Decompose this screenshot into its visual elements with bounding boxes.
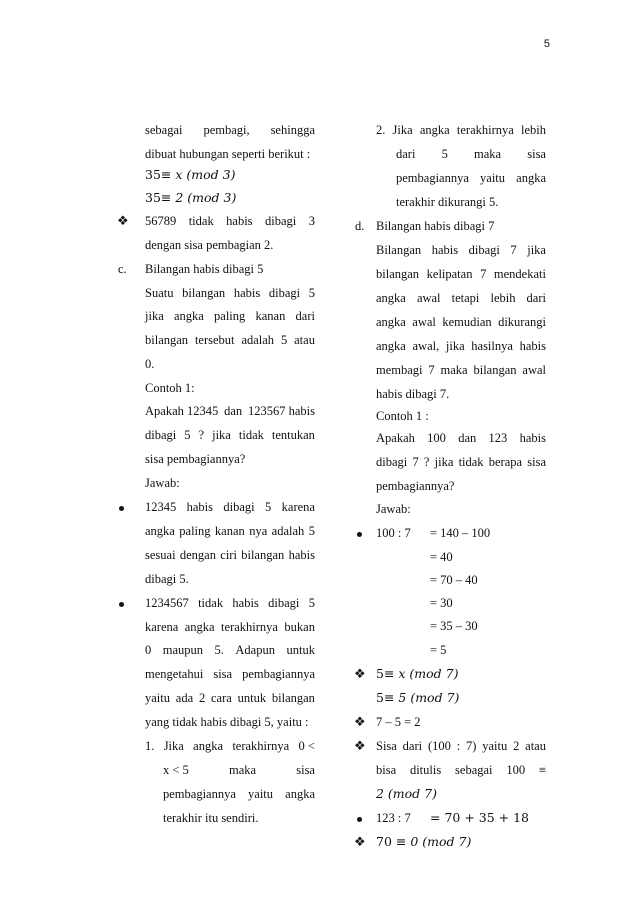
word: cara: [211, 691, 232, 705]
list-label: d.: [355, 219, 365, 233]
word: 56789: [145, 214, 177, 228]
text-line: sisa pembagiannya?: [145, 452, 246, 466]
text-line: [145, 595, 315, 611]
round-bullet-icon: [357, 525, 362, 541]
text-line: [145, 122, 315, 138]
text-line: [145, 427, 315, 443]
word: jika: [145, 309, 164, 323]
word: untuk: [237, 691, 267, 705]
word: awal: [412, 315, 436, 329]
word: dari: [402, 739, 423, 753]
word: terakhirnya: [232, 739, 290, 753]
word: sisa: [527, 455, 546, 469]
page-number: 5: [543, 38, 550, 50]
text-line: [376, 762, 546, 778]
word: berapa: [488, 455, 523, 469]
word: bilangan: [271, 691, 315, 705]
word: dibagi: [223, 500, 255, 514]
word: bilangan: [182, 286, 226, 300]
word: ciri: [220, 548, 237, 562]
word: tetapi: [451, 291, 480, 305]
round-bullet-icon: [119, 499, 124, 515]
word: 1234567: [145, 596, 189, 610]
word: tidak: [238, 428, 264, 442]
word: habis: [431, 243, 459, 257]
word: jika: [434, 455, 454, 469]
word: ?: [198, 428, 205, 442]
word: lebih: [520, 123, 546, 137]
word: (100: [427, 739, 451, 753]
sum-line: = 70 + 35 + 18: [430, 810, 530, 825]
round-bullet-dot: [357, 532, 362, 537]
math-expression: x (mod 7): [398, 666, 459, 681]
word: Jika: [163, 739, 184, 753]
math-expression: x (mod 3): [175, 167, 236, 182]
text-line: [145, 332, 315, 348]
word: pembagi,: [203, 123, 250, 137]
word: 7: [480, 267, 487, 281]
word: jika: [445, 339, 465, 353]
word: habis: [226, 214, 253, 228]
word: 7: [510, 243, 517, 257]
diamond-bullet-icon: ❖: [354, 714, 366, 729]
word: untuk: [286, 643, 315, 657]
word: lebih: [490, 291, 516, 305]
word: bukan: [284, 620, 315, 634]
round-bullet-dot: [119, 602, 124, 607]
text-line: terakhir dikurangi 5.: [396, 195, 499, 209]
word: kemudian: [442, 315, 492, 329]
word: angka: [419, 123, 450, 137]
text-line: [163, 762, 315, 778]
text-line: [376, 338, 546, 354]
text-line: = 30: [430, 596, 453, 610]
word: dari: [526, 291, 546, 305]
word: maka: [474, 147, 502, 161]
list-label: c.: [118, 262, 127, 276]
word: ≡: [538, 763, 546, 777]
text-line: [376, 430, 546, 446]
text-line: [145, 499, 315, 515]
word: terakhirnya: [456, 123, 514, 137]
word: 3: [308, 214, 315, 228]
text-line: Contoh 1:: [145, 381, 195, 395]
word: angka: [193, 739, 223, 753]
text-line: [376, 290, 546, 306]
word: 5: [184, 428, 191, 442]
word: awal: [522, 363, 546, 377]
word: awal,: [412, 339, 440, 353]
congruence-line: [145, 190, 236, 206]
text-line: [376, 454, 546, 470]
word: pembagiannya: [242, 667, 315, 681]
word: dibagi: [265, 214, 297, 228]
word: angka: [516, 171, 546, 185]
word: tersebut: [194, 333, 235, 347]
diamond-bullet-icon: ❖: [354, 834, 366, 849]
text-line: = 140 – 100: [430, 526, 491, 540]
word: Jika: [392, 123, 413, 137]
word: dibagi: [268, 596, 300, 610]
text-line: 123 : 7: [376, 811, 411, 825]
word: bilangan: [473, 363, 517, 377]
word: maka: [440, 363, 468, 377]
word: atau: [294, 333, 315, 347]
text-line: [145, 285, 315, 301]
word: sisa: [527, 147, 546, 161]
word: tidak: [198, 596, 224, 610]
word: bilangan: [145, 333, 189, 347]
word: karena: [281, 500, 315, 514]
word: 5: [308, 286, 315, 300]
word: 100: [506, 763, 526, 777]
text-line: = 5: [430, 643, 447, 657]
word: mengetahui: [145, 667, 204, 681]
congruence-line: 2 (mod 7): [376, 786, 437, 801]
word: terakhirnya: [221, 620, 278, 634]
text-line: habis dibagi 7.: [376, 387, 450, 401]
text-line: [376, 738, 546, 754]
word: :: [456, 739, 461, 753]
word: 2.: [376, 123, 386, 137]
math-prefix: 5≡: [376, 690, 399, 705]
text-line: terakhir itu sendiri.: [163, 811, 259, 825]
round-bullet-dot: [357, 817, 362, 822]
word: angka: [184, 620, 215, 634]
word: paling: [214, 309, 246, 323]
word: yaitu: [248, 787, 274, 801]
word: 7): [466, 739, 477, 753]
text-line: = 70 – 40: [430, 573, 478, 587]
word: 7: [428, 363, 435, 377]
word: bilangan: [241, 548, 285, 562]
text-line: = 35 – 30: [430, 619, 478, 633]
word: kelipatan: [426, 267, 473, 281]
word: habis: [232, 596, 259, 610]
text-line: [145, 308, 315, 324]
word: 5: [280, 333, 288, 347]
math-expression: 0 (mod 7): [410, 834, 472, 849]
text-line: Jawab:: [145, 476, 180, 490]
text-line: [145, 547, 315, 563]
text-line: dibagi 5.: [145, 572, 189, 586]
word: 2: [513, 739, 520, 753]
text-line: Jawab:: [376, 502, 411, 516]
word: yaitu: [145, 691, 170, 705]
word: ditulis: [409, 763, 442, 777]
text-line: 7 – 5 = 2: [376, 715, 421, 729]
word: tentukan: [271, 428, 315, 442]
word: sehingga: [270, 123, 315, 137]
text-line: [145, 213, 315, 229]
word: dan: [458, 431, 477, 445]
text-line: [145, 523, 315, 539]
word: x < 5: [163, 763, 189, 777]
text-line: [145, 690, 315, 706]
word: 5: [308, 524, 315, 538]
text-line: [396, 170, 546, 186]
word: paling: [179, 524, 211, 538]
text-line: [145, 403, 315, 419]
word: angka: [376, 291, 406, 305]
word: dibagi: [468, 243, 500, 257]
word: Sisa: [376, 739, 397, 753]
word: 5.: [214, 643, 224, 657]
word: 7: [412, 455, 419, 469]
word: Suatu: [145, 286, 174, 300]
word: dibagi: [268, 286, 301, 300]
word: Bilangan: [376, 243, 422, 257]
word: angka: [145, 524, 175, 538]
word: 12345: [145, 500, 177, 514]
text-line: dibuat hubungan seperti berikut :: [145, 147, 311, 161]
word: tidak: [188, 214, 214, 228]
diamond-bullet-icon: ❖: [354, 666, 366, 681]
diamond-bullet-icon: ❖: [117, 213, 129, 228]
text-line: [145, 738, 315, 754]
word: sisa: [213, 667, 233, 681]
word: habis: [233, 286, 261, 300]
word: 0 <: [298, 739, 315, 753]
word: sebagai: [145, 123, 183, 137]
round-bullet-icon: [357, 810, 362, 826]
round-bullet-dot: [119, 506, 124, 511]
text-line: [145, 642, 315, 658]
math-prefix: 70 ≡: [376, 834, 411, 849]
word: mendekati: [493, 267, 546, 281]
word: ada: [175, 691, 194, 705]
text-line: [376, 266, 546, 282]
text-line: [163, 786, 315, 802]
text-line: = 40: [430, 550, 453, 564]
word: sebagai: [455, 763, 493, 777]
math-prefix: 35≡: [145, 167, 176, 182]
math-expression: 5 (mod 7): [398, 690, 460, 705]
word: maupun: [162, 643, 204, 657]
text-line: [376, 242, 546, 258]
word: 5: [308, 596, 315, 610]
word: dan: [224, 404, 243, 418]
congruence-line: [376, 666, 459, 682]
congruence-line: [376, 690, 459, 706]
word: atau: [525, 739, 546, 753]
word: nya: [249, 524, 268, 538]
word: habis: [519, 339, 546, 353]
text-line: [145, 666, 315, 682]
word: 5: [441, 147, 448, 161]
round-bullet-icon: [119, 595, 124, 611]
word: membagi: [376, 363, 423, 377]
math-prefix: 35≡: [145, 190, 176, 205]
text-line: 0.: [145, 357, 155, 371]
word: hasilnya: [471, 339, 513, 353]
text-line: Contoh 1 :: [376, 409, 429, 423]
word: kanan: [214, 524, 245, 538]
math-prefix: 5≡: [376, 666, 399, 681]
word: dibagi: [145, 428, 177, 442]
word: habis: [186, 500, 214, 514]
word: Apakah 12345: [145, 404, 219, 418]
text-line: 100 : 7: [376, 526, 411, 540]
word: 5: [265, 500, 272, 514]
word: angka: [173, 309, 204, 323]
congruence-line: [145, 167, 235, 183]
text-line: dengan sisa pembagian 2.: [145, 238, 274, 252]
word: jika: [212, 428, 231, 442]
math-expression: 2 (mod 3): [175, 190, 237, 205]
text-line: Bilangan habis dibagi 7: [376, 219, 495, 233]
word: 2: [198, 691, 206, 705]
word: karena: [145, 620, 179, 634]
word: dari: [396, 147, 416, 161]
word: sesuai: [145, 548, 176, 562]
word: pembagiannya: [163, 787, 236, 801]
word: 100: [427, 431, 446, 445]
congruence-line: [376, 834, 471, 850]
word: 0: [145, 643, 152, 657]
text-line: [376, 362, 546, 378]
word: bisa: [376, 763, 397, 777]
word: yaitu: [482, 739, 508, 753]
word: 123: [488, 431, 508, 445]
word: dikurangi: [498, 315, 546, 329]
word: Apakah: [376, 431, 415, 445]
word: awal: [416, 291, 441, 305]
word: dari: [295, 309, 315, 323]
word: sisa: [296, 763, 315, 777]
word: jika: [527, 243, 546, 257]
word: maka: [228, 763, 257, 777]
word: kanan: [255, 309, 286, 323]
word: angka: [376, 315, 406, 329]
word: angka: [285, 787, 315, 801]
diamond-bullet-icon: ❖: [354, 738, 366, 753]
text-line: pembagiannya?: [376, 479, 455, 493]
word: dibagi: [376, 455, 408, 469]
text-line: [376, 314, 546, 330]
word: angka: [376, 339, 406, 353]
word: adalah: [271, 524, 305, 538]
word: habis: [288, 548, 315, 562]
word: habis: [519, 431, 546, 445]
word: ?: [423, 455, 430, 469]
word: adalah: [241, 333, 275, 347]
word: tidak: [458, 455, 484, 469]
text-line: yang tidak habis dibagi 5, yaitu :: [145, 715, 309, 729]
word: dengan: [179, 548, 216, 562]
text-line: [145, 619, 315, 635]
text-line: [376, 122, 546, 138]
word: bilangan: [376, 267, 420, 281]
text-line: Bilangan habis dibagi 5: [145, 262, 264, 276]
word: Adapun: [235, 643, 275, 657]
text-line: [396, 146, 546, 162]
word: 1.: [145, 739, 155, 753]
word: 123567 habis: [247, 404, 315, 418]
word: yaitu: [480, 171, 506, 185]
word: pembagiannya: [396, 171, 469, 185]
